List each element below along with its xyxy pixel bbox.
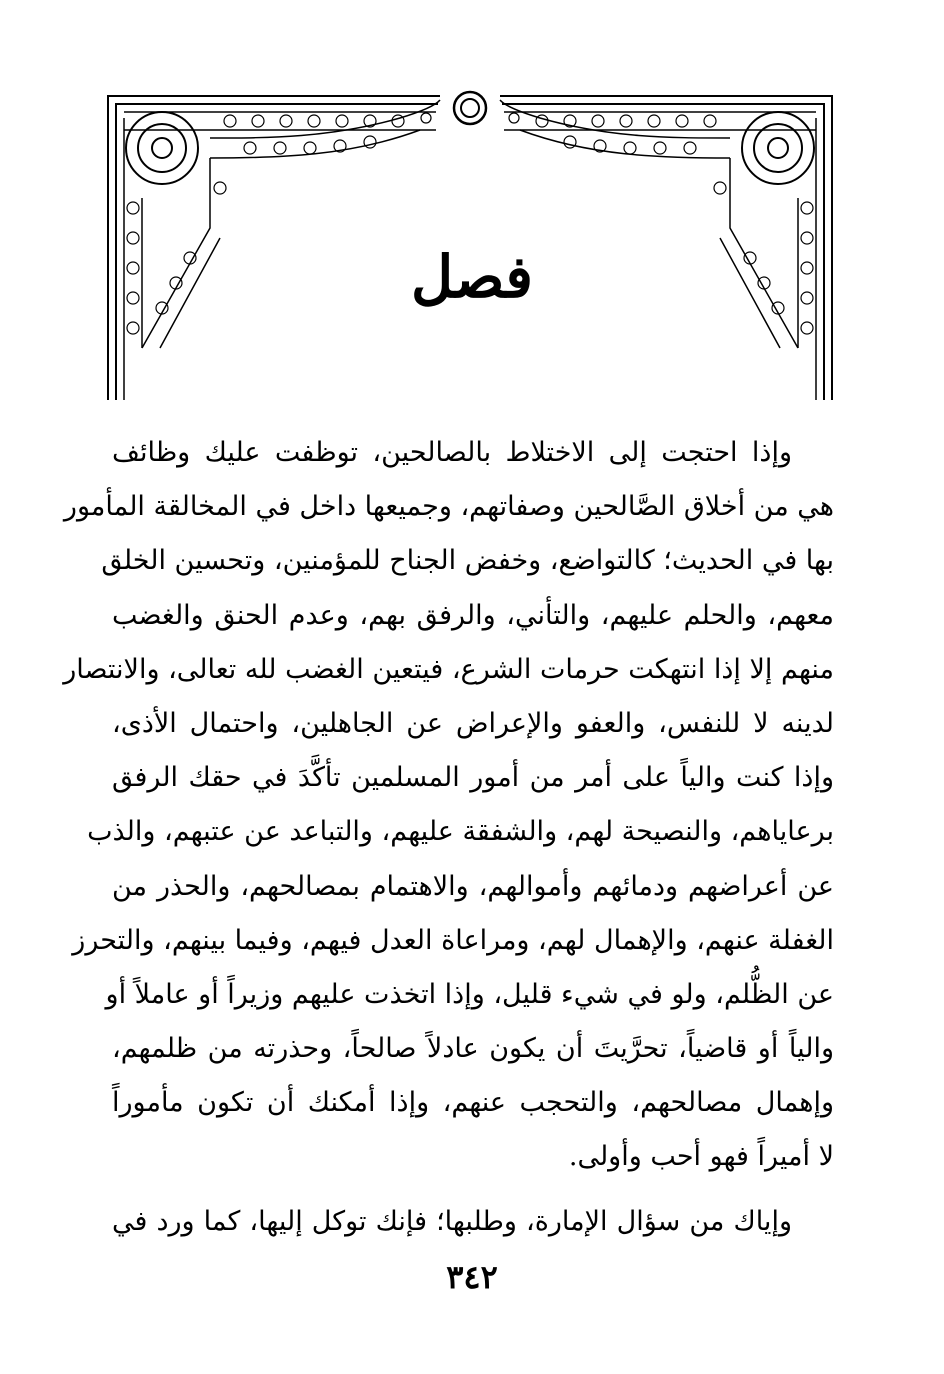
body-text [63,426,834,1249]
text-line: والياً أو قاضياً، تحرَّيتَ أن يكون عادلاً صالحاً، وحذرته من ظلمهم، [112,1033,834,1065]
page-number: ٣٤٢ [446,1258,498,1296]
paragraph-gap [112,1185,834,1195]
text-line: الغفلة عنهم، والإهمال لهم، ومراعاة العدل فيهم، وفيما بينهم، والتحرز [72,924,834,956]
text-line: عن أعراضهم ودمائهم وأموالهم، والاهتمام بمصالحهم، والحذر من [112,870,834,902]
text-line: بها في الحديث؛ كالتواضع، وخفض الجناح للمؤمنين، وتحسين الخلق [101,545,834,577]
text-line: لدينه لا للنفس، والعفو والإعراض عن الجاهلين، واحتمال الأذى، [112,707,834,739]
text-line: منهم إلا إذا انتهكت حرمات الشرع، فيتعين الغضب لله تعالى، والانتصار [63,653,834,685]
text-line: معهم، والحلم عليهم، والتأني، والرفق بهم، وعدم الحنق والغضب [112,599,834,631]
text-line: وإهمال مصالحهم، والتحجب عنهم، وإذا أمكنك أن تكون مأموراً [112,1087,834,1119]
text-line: عن الظُّلم، ولو في شيء قليل، وإذا اتخذت عليهم وزيراً أو عاملاً أو [105,978,834,1010]
text-line: برعاياهم، والنصيحة لهم، والشفقة عليهم، والتباعد عن عتبهم، والذب [87,816,834,848]
section-heading: فصل [411,243,533,311]
text-line: وإذا كنت والياً على أمر من أمور المسلمين تأكَّدَ في حقك الرفق [112,762,834,794]
text-line: وإياك من سؤال الإمارة، وطلبها؛ فإنك توكل إليها، كما ورد في [112,1205,792,1237]
text-line: لا أميراً فهو أحب وأولى. [568,1141,834,1173]
text-line: وإذا احتجت إلى الاختلاط بالصالحين، توظفت عليك وظائف [112,437,792,468]
text-line: هي من أخلاق الصَّالحين وصفاتهم، وجميعها داخل في المخالقة المأمور [63,491,834,523]
